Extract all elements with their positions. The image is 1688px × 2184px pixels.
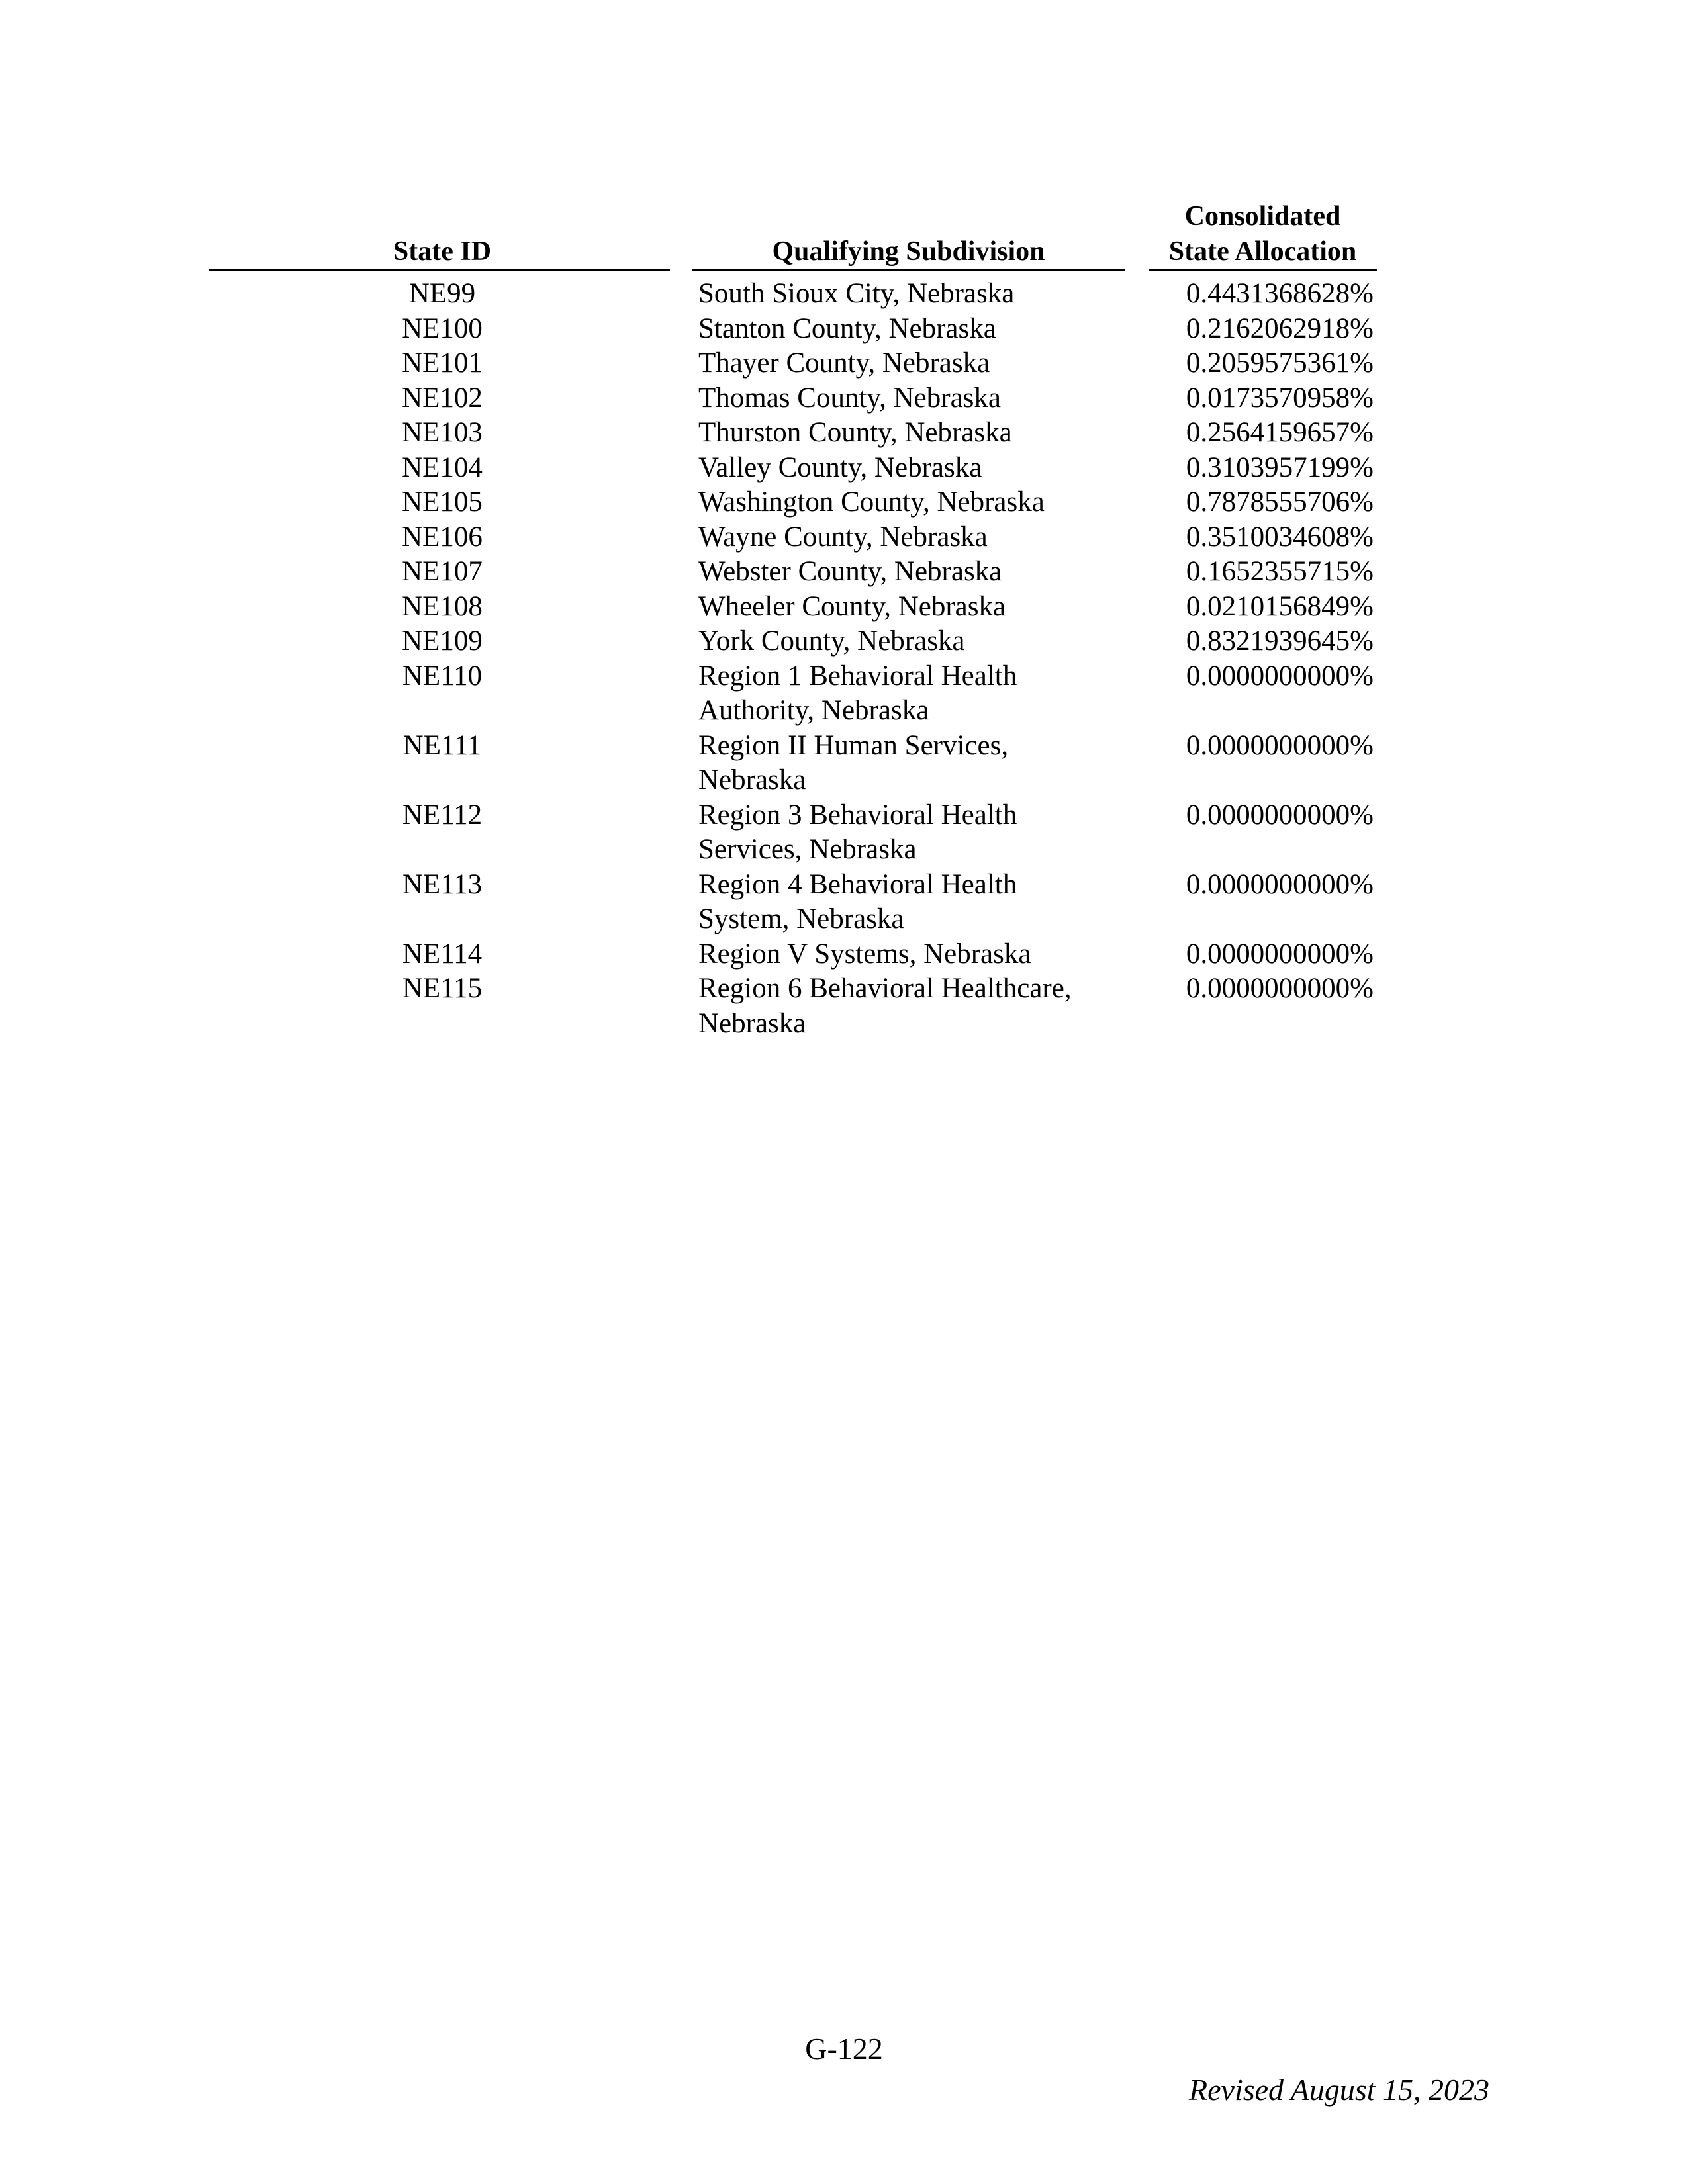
subdivision-cell bbox=[698, 937, 1122, 972]
state-id-cell: NE108 bbox=[402, 590, 483, 622]
subdivision-line: South Sioux City, Nebraska bbox=[698, 278, 1015, 309]
allocation-cell: 0.8321939645% bbox=[1186, 625, 1374, 657]
subdivision-line: Nebraska bbox=[698, 1007, 806, 1039]
subdivision-line: Wayne County, Nebraska bbox=[698, 521, 988, 553]
state-id-cell: NE103 bbox=[402, 417, 483, 448]
allocation-cell: 0.0000000000% bbox=[1186, 729, 1374, 761]
subdivision-line: Region 6 Behavioral Healthcare, bbox=[698, 973, 1072, 1004]
subdivision-cell bbox=[698, 451, 1122, 486]
subdivision-cell bbox=[698, 972, 1122, 1041]
header-rule-state-id bbox=[209, 269, 670, 271]
allocation-cell: 0.4431368628% bbox=[1186, 278, 1374, 309]
table-row bbox=[0, 451, 1688, 486]
header-allocation-line2: State Allocation bbox=[1168, 236, 1357, 267]
allocation-cell: 0.2059575361% bbox=[1186, 347, 1374, 379]
subdivision-cell bbox=[698, 277, 1122, 312]
state-id-cell: NE111 bbox=[402, 729, 482, 761]
allocation-cell: 0.2162062918% bbox=[1186, 312, 1374, 344]
revised-date: Revised August 15, 2023 bbox=[1189, 2073, 1489, 2107]
table-row bbox=[0, 277, 1688, 312]
subdivision-line: Nebraska bbox=[698, 764, 806, 796]
subdivision-line: Region 3 Behavioral Health bbox=[698, 799, 1017, 831]
subdivision-line: Valley County, Nebraska bbox=[698, 451, 982, 483]
table-row bbox=[0, 346, 1688, 381]
subdivision-line: Region V Systems, Nebraska bbox=[698, 938, 1031, 970]
allocation-cell: 0.1652355715% bbox=[1186, 556, 1374, 587]
page-number: G-122 bbox=[805, 2032, 883, 2066]
subdivision-cell bbox=[698, 659, 1122, 729]
subdivision-cell bbox=[698, 312, 1122, 347]
subdivision-cell bbox=[698, 590, 1122, 625]
state-id-cell: NE107 bbox=[402, 556, 483, 587]
state-id-cell: NE109 bbox=[402, 625, 483, 657]
allocation-cell: 0.0000000000% bbox=[1186, 973, 1374, 1004]
subdivision-cell bbox=[698, 798, 1122, 868]
allocation-table-body bbox=[0, 277, 1688, 1041]
allocation-cell: 0.7878555706% bbox=[1186, 486, 1374, 518]
subdivision-line: Region 4 Behavioral Health bbox=[698, 868, 1017, 900]
table-row bbox=[0, 555, 1688, 590]
table-row bbox=[0, 416, 1688, 451]
table-row bbox=[0, 590, 1688, 625]
state-id-cell: NE101 bbox=[402, 347, 483, 379]
allocation-cell: 0.0210156849% bbox=[1186, 590, 1374, 622]
header-allocation-line1: Consolidated bbox=[1184, 201, 1341, 232]
table-row bbox=[0, 520, 1688, 555]
subdivision-line: Thayer County, Nebraska bbox=[698, 347, 990, 379]
allocation-cell: 0.0000000000% bbox=[1186, 799, 1374, 831]
subdivision-cell bbox=[698, 346, 1122, 381]
subdivision-line: Region 1 Behavioral Health bbox=[698, 660, 1017, 692]
subdivision-line: York County, Nebraska bbox=[698, 625, 965, 657]
allocation-cell: 0.0000000000% bbox=[1186, 868, 1374, 900]
allocation-cell: 0.0173570958% bbox=[1186, 382, 1374, 414]
subdivision-line: Thomas County, Nebraska bbox=[698, 382, 1001, 414]
state-id-cell: NE113 bbox=[402, 868, 483, 900]
subdivision-cell bbox=[698, 416, 1122, 451]
subdivision-cell bbox=[698, 555, 1122, 590]
table-row bbox=[0, 485, 1688, 520]
subdivision-cell bbox=[698, 520, 1122, 555]
subdivision-line: Region II Human Services, bbox=[698, 729, 1009, 761]
subdivision-line: Services, Nebraska bbox=[698, 834, 917, 865]
subdivision-cell bbox=[698, 868, 1122, 937]
allocation-cell: 0.3103957199% bbox=[1186, 451, 1374, 483]
subdivision-line: Thurston County, Nebraska bbox=[698, 417, 1012, 448]
table-row bbox=[0, 972, 1688, 1041]
state-id-cell: NE99 bbox=[408, 278, 476, 309]
subdivision-line: Authority, Nebraska bbox=[698, 695, 929, 726]
header-state-id: State ID bbox=[393, 236, 492, 267]
state-id-cell: NE100 bbox=[402, 312, 483, 344]
table-row bbox=[0, 937, 1688, 972]
subdivision-line: System, Nebraska bbox=[698, 903, 904, 934]
table-row bbox=[0, 868, 1688, 937]
state-id-cell: NE110 bbox=[402, 660, 483, 692]
header-subdivision: Qualifying Subdivision bbox=[772, 236, 1045, 267]
header-rule-subdivision bbox=[692, 269, 1125, 271]
state-id-cell: NE115 bbox=[402, 973, 483, 1004]
allocation-cell: 0.2564159657% bbox=[1186, 417, 1374, 448]
allocation-cell: 0.3510034608% bbox=[1186, 521, 1374, 553]
state-id-cell: NE106 bbox=[402, 521, 483, 553]
header-rule-allocation bbox=[1149, 269, 1377, 271]
allocation-cell: 0.0000000000% bbox=[1186, 938, 1374, 970]
table-row bbox=[0, 798, 1688, 868]
state-id-cell: NE114 bbox=[402, 938, 483, 970]
state-id-cell: NE112 bbox=[402, 799, 483, 831]
table-row bbox=[0, 312, 1688, 347]
table-row bbox=[0, 729, 1688, 798]
subdivision-cell bbox=[698, 485, 1122, 520]
subdivision-line: Wheeler County, Nebraska bbox=[698, 590, 1006, 622]
state-id-cell: NE104 bbox=[402, 451, 483, 483]
subdivision-cell bbox=[698, 624, 1122, 659]
subdivision-line: Stanton County, Nebraska bbox=[698, 312, 996, 344]
subdivision-line: Washington County, Nebraska bbox=[698, 486, 1045, 518]
table-row bbox=[0, 381, 1688, 416]
subdivision-line: Webster County, Nebraska bbox=[698, 556, 1002, 587]
subdivision-cell bbox=[698, 729, 1122, 798]
allocation-cell: 0.0000000000% bbox=[1186, 660, 1374, 692]
table-row bbox=[0, 659, 1688, 729]
state-id-cell: NE102 bbox=[402, 382, 483, 414]
table-row bbox=[0, 624, 1688, 659]
state-id-cell: NE105 bbox=[402, 486, 483, 518]
subdivision-cell bbox=[698, 381, 1122, 416]
